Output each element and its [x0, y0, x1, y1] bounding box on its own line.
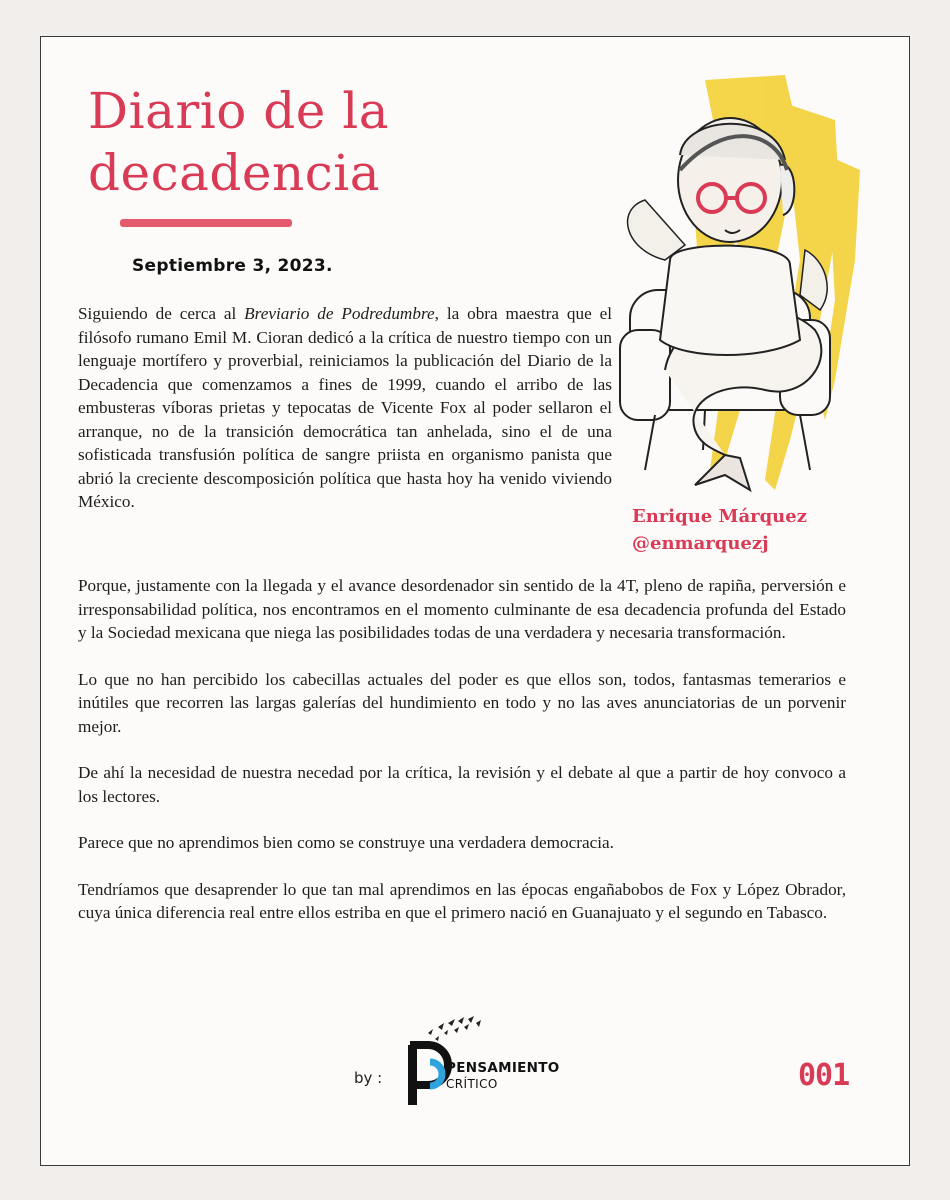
intro-text-rest: , la obra maestra que el filósofo rumano Emil M. Cioran dedicó a la crítica de nuestro tiempo con un lenguaje mortífero y proverbial, reiniciamos la publicación del Diario de la Decadencia que comenzamos a fines de 1999, cuando el arribo de las embusteras víboras prietas y tepocatas de Vicente Fox al poder sellaron el arranque, no de la transición democrática tan anhelada, sino el de una sofisticada transfusión política de sangre priista en organismo panista que abrió la creciente descomposición política que hasta hoy ha venido viviendo México.: [78, 304, 612, 511]
by-label: by :: [354, 1069, 383, 1087]
bird-flock-icon: [428, 1016, 481, 1041]
body-paragraph: De ahí la necesidad de nuestra necedad por la crítica, la revisión y el debate al que a partir de hoy convoco a los lectores.: [78, 763, 846, 806]
author-handle: @enmarquezj: [632, 533, 769, 554]
author-caricature-illustration: [575, 60, 875, 500]
book-title: Breviario de Podredumbre: [244, 304, 435, 323]
page-title: [88, 80, 389, 204]
title-underline: [120, 219, 292, 227]
issue-number: 001: [798, 1058, 850, 1093]
publication-date: Septiembre 3, 2023.: [132, 256, 333, 276]
title-line-2: decadencia: [88, 144, 381, 202]
body-paragraph: Tendríamos que desaprender lo que tan mal aprendimos en las épocas engañabobos de Fox y López Obrador, cuya única diferencia real entre ellos estriba en que el primero nació en Guanajuato y el segundo en Tabasco.: [78, 879, 846, 922]
title-line-1: Diario de la: [88, 82, 390, 140]
brand-line-1: PENSAMIENTO: [446, 1060, 560, 1076]
author-name: Enrique Márquez: [632, 506, 807, 527]
body-paragraph: Porque, justamente con la llegada y el avance desordenador sin sentido de la 4T, pleno de rapiña, perversión e irresponsabilidad política, nos encontramos en el momento culminante de esa decadencia profunda del Estado y la Sociedad mexicana que niega las posibilidades todas de una verdadera y necesaria transformación.: [78, 576, 846, 642]
brand-wordmark: [446, 1060, 560, 1092]
body-paragraph: Parece que no aprendimos bien como se construye una verdadera democracia.: [78, 833, 614, 852]
body-paragraph: Lo que no han percibido los cabecillas actuales del poder es que ellos son, todos, fantasmas temerarios e inútiles que recorren las largas galerías del hundimiento en todo y no las aves anunciatorias de un porvenir mejor.: [78, 669, 846, 736]
torso: [660, 246, 800, 355]
author-credit: [632, 503, 807, 557]
brand-line-2: CRÍTICO: [446, 1077, 498, 1091]
article-body: [78, 574, 846, 948]
intro-text-start: Siguiendo de cerca al: [78, 304, 245, 323]
intro-paragraph: [78, 302, 612, 514]
